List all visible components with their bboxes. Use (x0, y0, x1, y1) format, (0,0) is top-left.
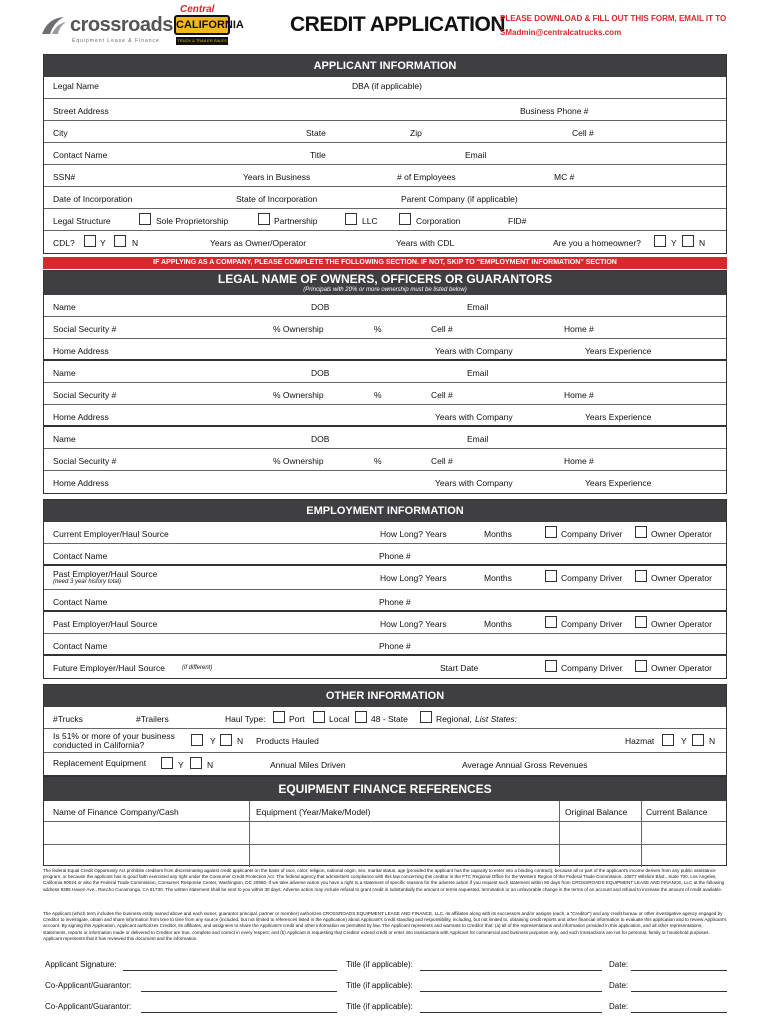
signature-row-applicant (43, 954, 727, 974)
california-no-checkbox[interactable] (220, 734, 232, 746)
cdl-no-checkbox[interactable] (114, 235, 126, 247)
title-label: Title (310, 150, 326, 160)
applicant-row-cdl[interactable] (44, 231, 726, 253)
california-no-label: N (237, 736, 244, 746)
company-driver-label: Company Driver (561, 663, 623, 673)
owner-ownership-label: % Ownership (273, 456, 324, 466)
finance-section-title: EQUIPMENT FINANCE REFERENCES (44, 777, 726, 801)
sole-proprietorship-label: Sole Proprietorship (156, 216, 229, 226)
cdl-label: CDL? (53, 238, 75, 248)
date-line[interactable] (631, 1012, 727, 1013)
zip-label: Zip (410, 128, 422, 138)
owner-home-label: Home # (564, 324, 594, 334)
replacement-row[interactable] (44, 753, 726, 775)
co-applicant-label: Co-Applicant/Guarantor: (45, 1002, 132, 1011)
past-contact-row[interactable] (44, 590, 726, 612)
company-driver-label: Company Driver (561, 573, 623, 583)
hazmat-no-label: N (709, 736, 716, 746)
applicant-row-address[interactable] (44, 99, 726, 121)
finance-references-table (43, 776, 727, 866)
owner-operator-checkbox[interactable] (635, 570, 647, 582)
annual-miles-label: Annual Miles Driven (270, 760, 346, 770)
homeowner-label: Are you a homeowner? (553, 238, 641, 248)
crossroads-logo (40, 12, 173, 46)
date-label: Date: (609, 960, 629, 969)
years-in-business-label: Years in Business (243, 172, 311, 182)
owner-email-label: Email (467, 302, 489, 312)
date-label: Date: (609, 1002, 629, 1011)
company-driver-checkbox[interactable] (545, 570, 557, 582)
mc-label: MC # (554, 172, 575, 182)
local-label: Local (329, 714, 350, 724)
current-employer-row[interactable] (44, 522, 726, 544)
corporation-label: Corporation (416, 216, 461, 226)
homeowner-yes-label: Y (671, 238, 677, 248)
date-label: Date: (609, 981, 629, 990)
cell-label: Cell # (572, 128, 594, 138)
column-divider (559, 801, 560, 867)
company-driver-checkbox[interactable] (545, 616, 557, 628)
replacement-no-checkbox[interactable] (190, 757, 202, 769)
owners-section-header (44, 271, 726, 295)
owner-email-label: Email (467, 434, 489, 444)
future-employer-note: (if different) (182, 665, 213, 671)
owner-ownership-label: % Ownership (273, 390, 324, 400)
logo-name: crossroads (70, 14, 173, 36)
owner-1-row-address[interactable] (44, 339, 726, 361)
haul-type-label: Haul Type: (225, 714, 266, 724)
owner-dob-label: DOB (311, 302, 330, 312)
crossroads-logo-icon (40, 14, 68, 38)
badge-sub-text: TRUCK & TRAILER SALES (177, 38, 227, 43)
california-row[interactable] (44, 729, 726, 753)
owners-section-subtitle: (Principals with 20% or more ownership must be listed below) (303, 287, 467, 293)
how-long-label: How Long? Years (380, 573, 447, 583)
parent-company-label: Parent Company (if applicable) (401, 194, 518, 204)
row-divider (44, 821, 726, 822)
partnership-checkbox[interactable] (258, 213, 270, 225)
logo-tagline: Equipment Lease & Finance (72, 38, 160, 44)
months-label: Months (484, 573, 512, 583)
submission-email[interactable]: SMadmin@centralcatrucks.com (500, 28, 622, 37)
owner-block (44, 427, 726, 493)
title-applicable-label: Title (if applicable): (346, 1002, 413, 1011)
business-phone-label: Business Phone # (520, 106, 589, 116)
page-title: CREDIT APPLICATION (290, 13, 505, 36)
owner-2-row-ssn[interactable] (44, 383, 726, 405)
current-contact-row[interactable] (44, 544, 726, 566)
owner-1-row-ssn[interactable] (44, 317, 726, 339)
replacement-no-label: N (207, 760, 214, 770)
homeowner-yes-checkbox[interactable] (654, 235, 666, 247)
central-california-logo (174, 4, 244, 48)
applicant-section (43, 54, 727, 254)
contact-name-label: Contact Name (53, 150, 108, 160)
date-line[interactable] (631, 970, 727, 971)
badge-top-text: Central (180, 4, 215, 15)
california-yes-label: Y (210, 736, 216, 746)
title-applicable-label: Title (if applicable): (346, 981, 413, 990)
owner-operator-checkbox[interactable] (635, 616, 647, 628)
hazmat-label: Hazmat (625, 736, 655, 746)
current-employer-label: Current Employer/Haul Source (53, 529, 169, 539)
hazmat-yes-label: Y (681, 736, 687, 746)
contact-name-label: Contact Name (53, 641, 108, 651)
owner-years-company-label: Years with Company (435, 412, 513, 422)
owner-years-company-label: Years with Company (435, 346, 513, 356)
port-label: Port (289, 714, 305, 724)
company-driver-checkbox[interactable] (545, 660, 557, 672)
contact-name-label: Contact Name (53, 551, 108, 561)
owner-name-label: Name (53, 434, 76, 444)
date-incorporation-label: Date of Incorporation (53, 194, 133, 204)
other-section-title: OTHER INFORMATION (44, 685, 726, 707)
employment-section (43, 499, 727, 679)
how-long-label: How Long? Years (380, 619, 447, 629)
owner-years-experience-label: Years Experience (585, 412, 652, 422)
employment-section-title: EMPLOYMENT INFORMATION (44, 500, 726, 522)
title-line[interactable] (420, 1012, 602, 1013)
owners-section-title: LEGAL NAME OF OWNERS, OFFICERS OR GUARANTORS (217, 272, 553, 286)
months-label: Months (484, 529, 512, 539)
homeowner-no-checkbox[interactable] (682, 235, 694, 247)
owner-cell-label: Cell # (431, 390, 453, 400)
partnership-label: Partnership (274, 216, 318, 226)
company-driver-label: Company Driver (561, 619, 623, 629)
replacement-yes-label: Y (178, 760, 184, 770)
owner-operator-checkbox[interactable] (635, 660, 647, 672)
owner-years-experience-label: Years Experience (585, 346, 652, 356)
applicant-section-title: APPLICANT INFORMATION (44, 55, 726, 77)
owner-dob-label: DOB (311, 434, 330, 444)
city-label: City (53, 128, 68, 138)
past-employer-2-row[interactable] (44, 612, 726, 634)
signature-row-co-applicant-1 (43, 975, 727, 995)
applicant-row-contact[interactable] (44, 143, 726, 165)
owner-address-label: Home Address (53, 346, 109, 356)
equipment-header: Equipment (Year/Make/Model) (256, 807, 371, 817)
cdl-no-label: N (132, 238, 139, 248)
email-label: Email (465, 150, 487, 160)
homeowner-no-label: N (699, 238, 706, 248)
trailers-label: #Trailers (136, 714, 169, 724)
cdl-yes-label: Y (100, 238, 106, 248)
phone-label: Phone # (379, 597, 411, 607)
badge-main-text: CALIFORNIA (174, 15, 230, 35)
owner-3-row-address[interactable] (44, 471, 726, 493)
past-employer-label: Past Employer/Haul Source (53, 569, 158, 579)
owner-ssn-label: Social Security # (53, 456, 117, 466)
title-applicable-label: Title (if applicable): (346, 960, 413, 969)
date-line[interactable] (631, 991, 727, 992)
products-hauled-label: Products Hauled (256, 736, 319, 746)
owner-cell-label: Cell # (431, 456, 453, 466)
cdl-yes-checkbox[interactable] (84, 235, 96, 247)
owners-section (43, 270, 727, 494)
phone-label: Phone # (379, 641, 411, 651)
company-driver-label: Company Driver (561, 529, 623, 539)
start-date-label: Start Date (440, 663, 479, 673)
header (0, 0, 770, 52)
owner-years-experience-label: Years Experience (585, 478, 652, 488)
applicant-row-city[interactable] (44, 121, 726, 143)
trucks-label: #Trucks (53, 714, 83, 724)
past-employer-row[interactable] (44, 566, 726, 590)
local-checkbox[interactable] (313, 711, 325, 723)
title-line[interactable] (420, 991, 602, 992)
owner-cell-label: Cell # (431, 324, 453, 334)
hazmat-no-checkbox[interactable] (692, 734, 704, 746)
other-section (43, 684, 727, 776)
years-owner-operator-label: Years as Owner/Operator (210, 238, 307, 248)
california-question-line1: Is 51% or more of your business (53, 731, 175, 741)
owner-percent-label: % (374, 324, 382, 334)
authorization-disclosure: The Applicant (which term includes the business entity named above and each owner, guarantor principal, partner or member) authorizes CROSSROADS EQUIPMENT LEASE AND FINANCE, LLC, its affiliates along with its successors and/or assigns (each, a "Creditor") and any credit bureau or other investigative agency engaged by Creditor to investigate, obtain and share information from time to time from any source (included, but not limited to references listed in the Application) about Applicant's credit standing and responsibility, including, but not limited to, obtaining credit reports and other financial information to evaluate this application and to review Applicant's account. By signing this Application, Applicant authorizes Creditor, its affiliates, and assignees to share the Applicant's credit and other information as permitted by law. The Applicant represents and warrants to Creditor that: (a) all of the representations and information provided in this application, and all other representations, statements, reports or information made or delivered to Creditor are true, complete and correct in every respect; and (b) Applicant is requesting that Creditor extend credit or enter into transactions with Applicant for commercial and business purposes only, and such transactions are not for personal, family or household purposes. Applicant represents that it has reviewed this document and the information. (43, 911, 727, 941)
download-instructions: PLEASE DOWNLOAD & FILL OUT THIS FORM, EMAIL IT TO (500, 14, 727, 23)
owner-name-label: Name (53, 302, 76, 312)
sole-proprietorship-checkbox[interactable] (139, 213, 151, 225)
owner-operator-label: Owner Operator (651, 529, 712, 539)
phone-label: Phone # (379, 551, 411, 561)
port-checkbox[interactable] (273, 711, 285, 723)
column-divider (249, 801, 250, 867)
owner-operator-label: Owner Operator (651, 573, 712, 583)
owner-ownership-label: % Ownership (273, 324, 324, 334)
ssn-label: SSN# (53, 172, 76, 182)
finance-table-body[interactable] (44, 801, 726, 867)
owner-ssn-label: Social Security # (53, 390, 117, 400)
applicant-signature-line[interactable] (123, 970, 337, 971)
num-employees-label: # of Employees (397, 172, 456, 182)
owner-ssn-label: Social Security # (53, 324, 117, 334)
column-divider (641, 801, 642, 867)
hazmat-yes-checkbox[interactable] (662, 734, 674, 746)
how-long-label: How Long? Years (380, 529, 447, 539)
regional-label: Regional, (436, 714, 472, 724)
past-employer-note: (need 3 year history total) (53, 579, 122, 585)
gross-revenues-label: Average Annual Gross Revenues (462, 760, 588, 770)
co-applicant-signature-line[interactable] (141, 1012, 337, 1013)
california-yes-checkbox[interactable] (191, 734, 203, 746)
owner-name-label: Name (53, 368, 76, 378)
corporation-checkbox[interactable] (399, 213, 411, 225)
llc-label: LLC (362, 216, 378, 226)
company-driver-checkbox[interactable] (545, 526, 557, 538)
owner-operator-label: Owner Operator (651, 663, 712, 673)
co-applicant-label: Co-Applicant/Guarantor: (45, 981, 132, 990)
title-line[interactable] (420, 970, 602, 971)
llc-checkbox[interactable] (345, 213, 357, 225)
applicant-signature-label: Applicant Signature: (45, 960, 117, 969)
48-state-checkbox[interactable] (355, 711, 367, 723)
owner-percent-label: % (374, 456, 382, 466)
street-label: Street Address (53, 106, 109, 116)
original-balance-header: Original Balance (565, 807, 628, 817)
dba-label: DBA (if applicable) (352, 81, 422, 91)
future-employer-row[interactable] (44, 656, 726, 678)
owner-years-company-label: Years with Company (435, 478, 513, 488)
list-states-label: List States: (475, 714, 518, 724)
regional-checkbox[interactable] (420, 711, 432, 723)
owner-home-label: Home # (564, 390, 594, 400)
future-employer-label: Future Employer/Haul Source (53, 663, 165, 673)
applicant-row-ssn[interactable] (44, 165, 726, 187)
years-cdl-label: Years with CDL (396, 238, 455, 248)
owner-block (44, 361, 726, 427)
months-label: Months (484, 619, 512, 629)
ecoa-disclosure: The federal Equal Credit Opportunity Act prohibits creditors from discriminating against credit applicants on the basis of race, color, religion, national origin, sex, marital status, age (provided the applicant has the capacity to enter into a binding contract); because all or part of the applicant's income derives from any public assistance program; or because the applicant has in good faith exercised any right under the Consumer Credit Protection Act. The federal agency that administers compliance with this law concerning this creditor is the FTC Regional Office for the Western Region of the Federal Trade Commission, 10877 Wilshire Blvd., Suite 700, Los Angeles, California 90024 or also the Federal Trade Commission, Consumer Response Center, Washington, DC 20580. If we take adverse action you have a right to a statement of specific reasons for the adverse action if you request such statement within 60 days from CROSSROADS EQUIPMENT LEASE AND FINANCE, LLC at the following address 9385 Haven Ave., Rancho Cucamonga, CA 91730. The written statement shall be sent to you within 30 days. Adverse action may include refusal to grant credit in substantially the amount or terms requested, termination or an unfavorable change in the terms of an account and refusal to increase the amount of credit available. (43, 868, 725, 892)
owner-3-row-name[interactable] (44, 427, 726, 449)
company-notice-banner: IF APPLYING AS A COMPANY, PLEASE COMPLETE THE FOLLOWING SECTION. IF NOT, SKIP TO “EMPLOYMENT INFORMATION” SECTION (43, 257, 727, 269)
replacement-equipment-label: Replacement Equipment (53, 758, 147, 768)
applicant-row-incorporation[interactable] (44, 187, 726, 209)
owner-operator-checkbox[interactable] (635, 526, 647, 538)
owner-operator-label: Owner Operator (651, 619, 712, 629)
owner-2-row-address[interactable] (44, 405, 726, 427)
48-state-label: 48 - State (371, 714, 408, 724)
fid-label: FID# (508, 216, 527, 226)
owner-address-label: Home Address (53, 412, 109, 422)
row-divider (44, 844, 726, 845)
legal-structure-label: Legal Structure (53, 216, 111, 226)
owner-email-label: Email (467, 368, 489, 378)
contact-name-label: Contact Name (53, 597, 108, 607)
state-incorporation-label: State of Incorporation (236, 194, 318, 204)
owner-2-row-name[interactable] (44, 361, 726, 383)
past-contact-2-row[interactable] (44, 634, 726, 656)
california-question-line2: conducted in California? (53, 740, 145, 750)
owner-address-label: Home Address (53, 478, 109, 488)
applicant-row-name[interactable] (44, 77, 726, 99)
state-label: State (306, 128, 326, 138)
finance-company-header: Name of Finance Company/Cash (53, 807, 179, 817)
owner-block (44, 295, 726, 361)
past-employer-label: Past Employer/Haul Source (53, 619, 158, 629)
applicant-row-structure[interactable] (44, 209, 726, 231)
signature-row-co-applicant-2 (43, 996, 727, 1016)
owner-percent-label: % (374, 390, 382, 400)
owner-1-row-name[interactable] (44, 295, 726, 317)
owner-home-label: Home # (564, 456, 594, 466)
legal-name-label: Legal Name (53, 81, 99, 91)
replacement-yes-checkbox[interactable] (161, 757, 173, 769)
co-applicant-signature-line[interactable] (141, 991, 337, 992)
owner-dob-label: DOB (311, 368, 330, 378)
owner-3-row-ssn[interactable] (44, 449, 726, 471)
trucks-row[interactable] (44, 707, 726, 729)
current-balance-header: Current Balance (646, 807, 708, 817)
